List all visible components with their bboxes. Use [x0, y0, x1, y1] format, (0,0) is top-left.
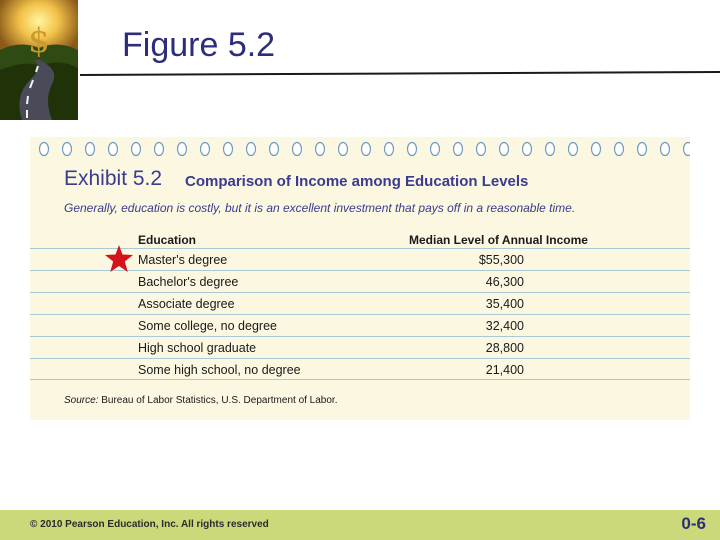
binder-hole [454, 143, 463, 156]
table-row [30, 358, 690, 380]
page-number: 0-6 [681, 514, 706, 533]
income-cell: 21,400 [485, 363, 524, 377]
education-cell: High school graduate [138, 341, 257, 355]
binder-hole [546, 143, 555, 156]
education-cell: Some high school, no degree [138, 363, 301, 377]
binder-hole [431, 143, 440, 156]
binder-hole [684, 143, 691, 156]
exhibit-panel [30, 137, 690, 420]
binder-hole [155, 143, 164, 156]
exhibit-subtitle: Generally, education is costly, but it is an excellent investment that pays off in a reasonable time. [64, 201, 576, 215]
binder-hole [408, 143, 417, 156]
binder-hole [247, 143, 256, 156]
binder-hole [661, 143, 670, 156]
table-row [30, 314, 690, 336]
column-header-income: Median Level of Annual Income [409, 233, 588, 247]
slide-title: Figure 5.2 [122, 26, 276, 64]
binder-hole [523, 143, 532, 156]
binder-hole [86, 143, 95, 156]
exhibit-label: Exhibit 5.2 [64, 167, 163, 190]
income-cell: 32,400 [485, 319, 524, 333]
binder-hole [569, 143, 578, 156]
table-row [30, 292, 690, 314]
binder-hole [132, 143, 141, 156]
table-row [30, 336, 690, 358]
binder-hole [316, 143, 325, 156]
income-cell: 35,400 [485, 297, 524, 311]
svg-text:$: $ [28, 21, 50, 61]
income-cell: 46,300 [485, 275, 524, 289]
source-label: Source: [64, 395, 99, 406]
footer-bar [0, 510, 720, 540]
binder-hole [63, 143, 72, 156]
binder-hole [385, 143, 394, 156]
income-cell: $55,300 [478, 253, 524, 267]
binder-hole [362, 143, 371, 156]
binder-hole [109, 143, 118, 156]
binder-hole [178, 143, 187, 156]
education-cell: Associate degree [138, 297, 235, 311]
dollar-road-logo [0, 0, 78, 120]
binder-hole [201, 143, 210, 156]
binder-hole [500, 143, 509, 156]
income-cell: 28,800 [485, 341, 524, 355]
education-cell: Some college, no degree [138, 319, 277, 333]
binder-hole [293, 143, 302, 156]
source-text: Bureau of Labor Statistics, U.S. Department of Labor. [101, 395, 338, 406]
binder-hole [477, 143, 486, 156]
education-cell: Bachelor's degree [138, 275, 239, 289]
title-divider [80, 70, 720, 78]
copyright-text: © 2010 Pearson Education, Inc. All rights reserved [30, 519, 269, 530]
source-note [64, 395, 338, 406]
exhibit-title: Comparison of Income among Education Levels [185, 173, 529, 190]
star-icon [104, 244, 134, 274]
binder-hole [224, 143, 233, 156]
binder-hole [339, 143, 348, 156]
notebook-holes [30, 137, 690, 161]
binder-hole [592, 143, 601, 156]
binder-hole [40, 143, 49, 156]
column-header-education: Education [138, 233, 197, 247]
binder-hole [615, 143, 624, 156]
binder-hole [638, 143, 647, 156]
education-cell: Master's degree [138, 253, 228, 267]
binder-hole [270, 143, 279, 156]
